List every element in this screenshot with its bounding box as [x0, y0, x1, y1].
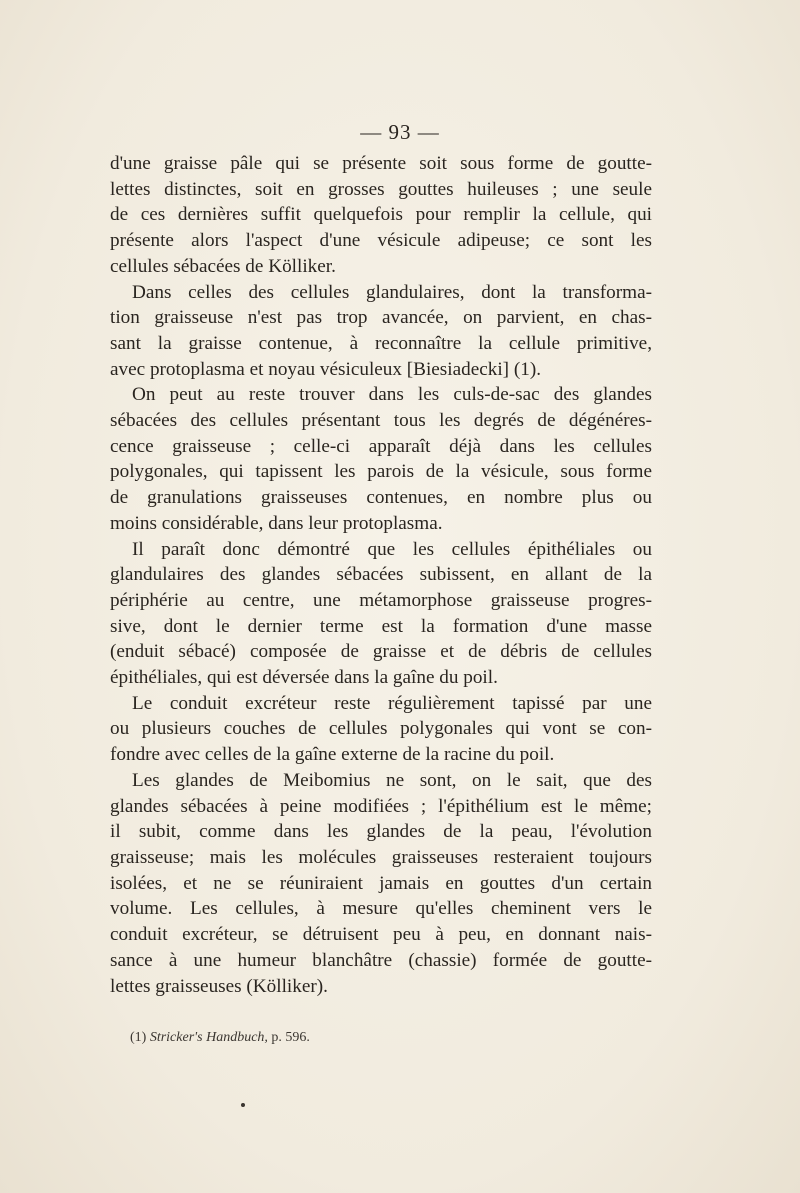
text-line: Dans celles des cellules glandulaires, dont la transforma-	[132, 281, 652, 303]
text-line: glandulaires des glandes sébacées subissent, en allant de la	[110, 564, 652, 586]
footnote-page-ref: p. 596.	[271, 1030, 310, 1045]
text-line: (enduit sébacé) composée de graisse et de débris de cellules	[110, 641, 652, 663]
text-line: volume. Les cellules, à mesure qu'elles cheminent vers le	[110, 898, 652, 920]
text-line: avec protoplasma et noyau vésiculeux [Biesiadecki] (1).	[110, 358, 542, 380]
text-line: tion graisseuse n'est pas trop avancée, on parvient, en chas-	[110, 307, 652, 329]
text-line: conduit excréteur, se détruisent peu à peu, en donnant nais-	[110, 924, 652, 946]
text-line: périphérie au centre, une métamorphose graisseuse progres-	[110, 589, 652, 611]
footnote-marker: (1)	[130, 1030, 147, 1045]
text-line: isolées, et ne se réuniraient jamais en gouttes d'un certain	[110, 872, 652, 894]
paragraph-6	[110, 768, 652, 999]
text-line: il subit, comme dans les glandes de la peau, l'évolution	[110, 821, 652, 843]
footnote-work: Stricker's Handbuch,	[149, 1030, 268, 1045]
text-line: On peut au reste trouver dans les culs-de-sac des glandes	[132, 384, 652, 406]
text-line: présente alors l'aspect d'une vésicule adipeuse; ce sont les	[110, 230, 652, 252]
text-line: fondre avec celles de la gaîne externe de la racine du poil.	[110, 744, 555, 766]
text-line: cence graisseuse ; celle-ci apparaît déjà dans les cellules	[110, 435, 652, 457]
text-line: glandes sébacées à peine modifiées ; l'épithélium est le même;	[110, 795, 652, 817]
text-line: Les glandes de Meibomius ne sont, on le sait, que des	[132, 769, 652, 791]
text-line: de granulations graisseuses contenues, en nombre plus ou	[110, 487, 652, 509]
text-line: Le conduit excréteur reste régulièrement tapissé par une	[132, 692, 652, 714]
text-line: sance à une humeur blanchâtre (chassie) formée de goutte-	[110, 949, 652, 971]
text-line: polygonales, qui tapissent les parois de la vésicule, sous forme	[110, 461, 652, 483]
paragraph-4	[110, 537, 652, 691]
text-line: ou plusieurs couches de cellules polygonales qui vont se con-	[110, 718, 652, 740]
paragraph-3	[110, 382, 652, 536]
text-line: graisseuse; mais les molécules graisseuses resteraient toujours	[110, 846, 652, 868]
body-text	[110, 151, 652, 999]
paragraph-2	[110, 280, 652, 383]
text-line: épithéliales, qui est déversée dans la gaîne du poil.	[110, 667, 498, 689]
footnote	[130, 1030, 310, 1046]
text-line: sant la graisse contenue, à reconnaître la cellule primitive,	[110, 332, 652, 354]
text-line: Il paraît donc démontré que les cellules épithéliales ou	[132, 538, 652, 560]
text-line: lettes graisseuses (Kölliker).	[110, 975, 328, 997]
text-line: d'une graisse pâle qui se présente soit sous forme de goutte-	[110, 153, 652, 174]
text-line: moins considérable, dans leur protoplasma.	[110, 512, 443, 534]
paragraph-1	[110, 151, 652, 280]
text-line: cellules sébacées de Kölliker.	[110, 255, 336, 277]
text-line: sébacées des cellules présentant tous les degrés de dégénéres-	[110, 410, 652, 432]
ink-dot	[241, 1103, 245, 1107]
page-number: — 93 —	[360, 120, 440, 144]
text-line: de ces dernières suffit quelquefois pour remplir la cellule, qui	[110, 204, 652, 226]
paragraph-5	[110, 691, 652, 768]
text-line: sive, dont le dernier terme est la formation d'une masse	[110, 615, 652, 637]
text-line: lettes distinctes, soit en grosses gouttes huileuses ; une seule	[110, 178, 652, 200]
